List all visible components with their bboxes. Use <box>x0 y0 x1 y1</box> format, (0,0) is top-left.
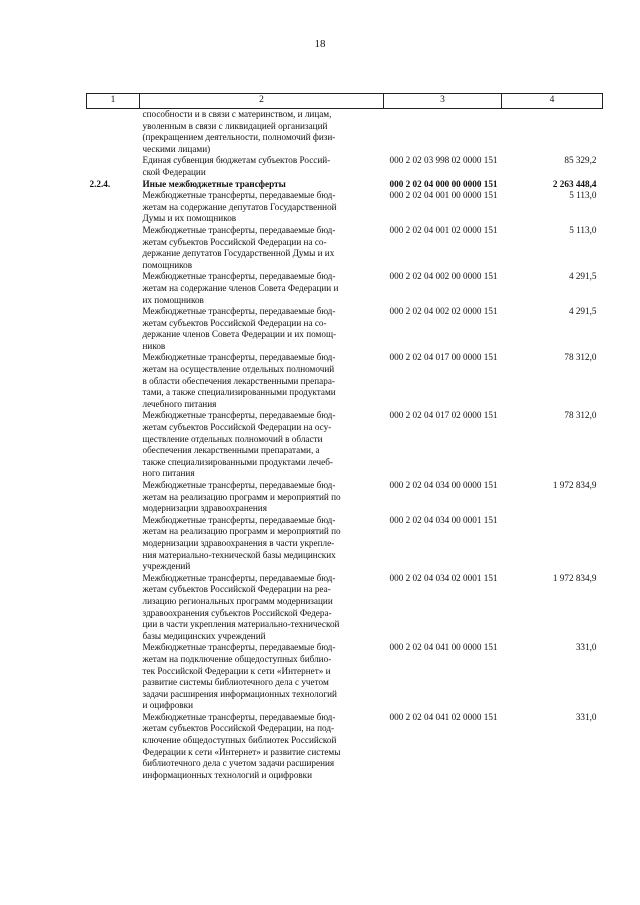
row-amount: 85 329,2 <box>564 155 597 166</box>
description-line: лизацию региональных программ модернизации <box>142 595 333 606</box>
description-line: информационных технологий и оцифровки <box>142 769 313 780</box>
description-line: Межбюджетные трансферты, передаваемые бюд- <box>142 352 336 363</box>
row-budget-code: 000 2 02 04 000 00 0000 151 <box>389 178 498 189</box>
row-description <box>140 155 384 178</box>
description-line: жетам субъектов Российской Федерации на осу- <box>142 422 332 433</box>
budget-table <box>86 93 603 781</box>
description-line: (прекращением деятельности, полномочий физи- <box>142 132 336 143</box>
row-number <box>87 410 140 480</box>
row-amount: 4 291,5 <box>568 271 597 282</box>
description-line: жетам на содержание членов Совета Федерации и <box>142 282 339 293</box>
row-number <box>87 712 140 782</box>
row-amount: 1 972 834,9 <box>552 572 597 583</box>
description-line: Думы и их помощников <box>142 213 237 224</box>
row-amount: 5 113,0 <box>569 224 597 235</box>
description-line: жетам субъектов Российской Федерации, на под- <box>142 723 335 734</box>
description-line: Межбюджетные трансферты, передаваемые бюд- <box>142 572 336 583</box>
description-line: Иные межбюджетные трансферты <box>142 178 286 189</box>
description-line: лечебного питания <box>142 398 217 409</box>
description-line: ного питания <box>142 468 195 479</box>
description-line: развитие системы библиотечного дела с учетом <box>142 677 329 688</box>
table-row <box>87 712 603 782</box>
description-line: обеспечения лекарственными препаратами, а <box>142 445 320 456</box>
description-line: ской Федерации <box>142 166 206 177</box>
table-row <box>87 190 603 225</box>
description-line: Межбюджетные трансферты, передаваемые бюд- <box>142 410 336 421</box>
description-line: библиотечного дела с учетом задачи расширения <box>142 758 335 769</box>
table-row <box>87 352 603 410</box>
row-budget-code: 000 2 02 04 041 02 0000 151 <box>389 711 498 722</box>
column-header-4: 4 <box>502 94 603 109</box>
row-amount <box>502 515 603 573</box>
description-line: жетам субъектов Российской Федерации на реа- <box>142 584 331 595</box>
row-budget-code: 000 2 02 04 041 00 0000 151 <box>389 642 498 653</box>
description-line: ников <box>142 340 166 351</box>
description-line: уволенным в связи с ликвидацией организаций <box>142 120 328 131</box>
row-amount: 331,0 <box>575 711 597 722</box>
description-line: Межбюджетные трансферты, передаваемые бюд- <box>142 711 336 722</box>
description-line: ции в части укрепления материально-технической <box>142 619 340 630</box>
description-line: Межбюджетные трансферты, передаваемые бюд- <box>142 271 336 282</box>
row-amount <box>502 109 603 156</box>
table-row <box>87 515 603 573</box>
description-line: базы медицинских учреждений <box>142 630 266 641</box>
row-description <box>140 642 384 712</box>
description-line: Межбюджетные трансферты, передаваемые бюд- <box>142 514 336 525</box>
description-line: держание членов Совета Федерации и их помощ- <box>142 329 337 340</box>
row-description <box>140 190 384 225</box>
description-line: тек Российской Федерации к сети «Интернет» и <box>142 665 331 676</box>
description-line: Межбюджетные трансферты, передаваемые бюд- <box>142 642 336 653</box>
row-number <box>87 480 140 515</box>
row-budget-code: 000 2 02 03 998 02 0000 151 <box>389 155 498 166</box>
row-budget-code: 000 2 02 04 034 00 0001 151 <box>389 514 498 525</box>
description-line: жетам на подключение общедоступных библио- <box>142 653 332 664</box>
table-row <box>87 306 603 352</box>
description-line: также специализированными продуктами лечеб- <box>142 456 333 467</box>
description-line: Межбюджетные трансферты, передаваемые бюд- <box>142 480 336 490</box>
description-line: жетам на осуществление отдельных полномочий <box>142 364 335 375</box>
row-budget-code: 000 2 02 04 017 02 0000 151 <box>389 410 498 421</box>
table-row <box>87 109 603 156</box>
description-line: Межбюджетные трансферты, передаваемые бюд- <box>142 306 336 317</box>
row-budget-code: 000 2 02 04 002 00 0000 151 <box>389 271 498 282</box>
description-line: ческими лицами) <box>142 143 211 154</box>
row-amount: 1 972 834,9 <box>552 480 597 490</box>
row-budget-code: 000 2 02 04 001 02 0000 151 <box>389 224 498 235</box>
row-description <box>140 179 384 191</box>
page-number: 18 <box>314 38 326 50</box>
row-description <box>140 410 384 480</box>
row-number <box>87 306 140 352</box>
description-line: ключение общедоступных библиотек Российской <box>142 735 337 746</box>
description-line: их помощников <box>142 294 204 305</box>
column-header-2: 2 <box>140 94 384 109</box>
row-description <box>140 352 384 410</box>
description-line: учреждений <box>142 561 191 572</box>
row-number <box>87 109 140 156</box>
row-description <box>140 225 384 271</box>
row-amount: 331,0 <box>575 642 597 653</box>
row-description <box>140 306 384 352</box>
table-row <box>87 225 603 271</box>
row-description <box>140 573 384 643</box>
description-line: жетам на реализацию программ и мероприятий по <box>142 491 341 502</box>
row-description <box>140 271 384 306</box>
table-row <box>87 179 603 191</box>
description-line: ния материально-технической базы медицинских <box>142 549 336 560</box>
description-line: и оцифровки <box>142 700 193 711</box>
description-line: держание депутатов Государственной Думы и их <box>142 248 335 259</box>
description-line: жетам на реализацию программ и мероприятий по <box>142 526 341 537</box>
description-line: способности и в связи с материнством, и лицам, <box>142 109 332 119</box>
description-line: Межбюджетные трансферты, передаваемые бюд- <box>142 224 336 235</box>
row-budget-code: 000 2 02 04 001 00 0000 151 <box>389 190 498 201</box>
row-description <box>140 480 384 515</box>
description-line: жетам субъектов Российской Федерации на со- <box>142 317 327 328</box>
description-line: ществление отдельных полномочий в области <box>142 433 323 444</box>
row-budget-code: 000 2 02 04 034 00 0000 151 <box>389 480 498 490</box>
column-header-3: 3 <box>384 94 502 109</box>
description-line: жетам субъектов Российской Федерации на со- <box>142 236 327 247</box>
row-number <box>87 271 140 306</box>
row-number <box>87 190 140 225</box>
row-description <box>140 109 384 156</box>
description-line: жетам на содержание депутатов Государственной <box>142 201 337 212</box>
table-row <box>87 155 603 178</box>
row-budget-code: 000 2 02 04 002 02 0000 151 <box>389 306 498 317</box>
row-number <box>87 642 140 712</box>
description-line: помощников <box>142 259 193 270</box>
description-line: тами, а также специализированными продуктами <box>142 387 336 398</box>
row-number <box>87 352 140 410</box>
description-line: здравоохранения субъектов Российской Федера- <box>142 607 332 618</box>
table-header <box>87 94 603 109</box>
row-budget-code <box>384 109 502 156</box>
table-row <box>87 271 603 306</box>
row-number: 2.2.4. <box>89 178 111 189</box>
row-budget-code: 000 2 02 04 017 00 0000 151 <box>389 352 498 363</box>
description-line: модернизации здравоохранения в части укрепле- <box>142 537 335 548</box>
row-amount: 78 312,0 <box>564 410 597 421</box>
row-amount: 2 263 448,4 <box>552 178 597 189</box>
table-row <box>87 480 603 515</box>
row-amount: 78 312,0 <box>564 352 597 363</box>
table-row <box>87 410 603 480</box>
row-number <box>87 225 140 271</box>
row-budget-code: 000 2 02 04 034 02 0001 151 <box>389 572 498 583</box>
table-row <box>87 642 603 712</box>
description-line: модернизации здравоохранения <box>142 503 267 514</box>
row-amount: 5 113,0 <box>569 190 597 201</box>
row-description <box>140 712 384 782</box>
row-number <box>87 155 140 178</box>
row-number <box>87 515 140 573</box>
table-row <box>87 573 603 643</box>
column-header-1: 1 <box>87 94 140 109</box>
description-line: Межбюджетные трансферты, передаваемые бюд- <box>142 190 336 201</box>
row-number <box>87 573 140 643</box>
row-amount: 4 291,5 <box>568 306 597 317</box>
description-line: Единая субвенция бюджетам субъектов Россий- <box>142 155 331 166</box>
table-body <box>87 109 603 782</box>
description-line: в области обеспечения лекарственными препара- <box>142 375 335 386</box>
description-line: Федерации к сети «Интернет» и развитие системы <box>142 746 341 757</box>
description-line: задачи расширения информационных технологий <box>142 688 337 699</box>
row-description <box>140 515 384 573</box>
